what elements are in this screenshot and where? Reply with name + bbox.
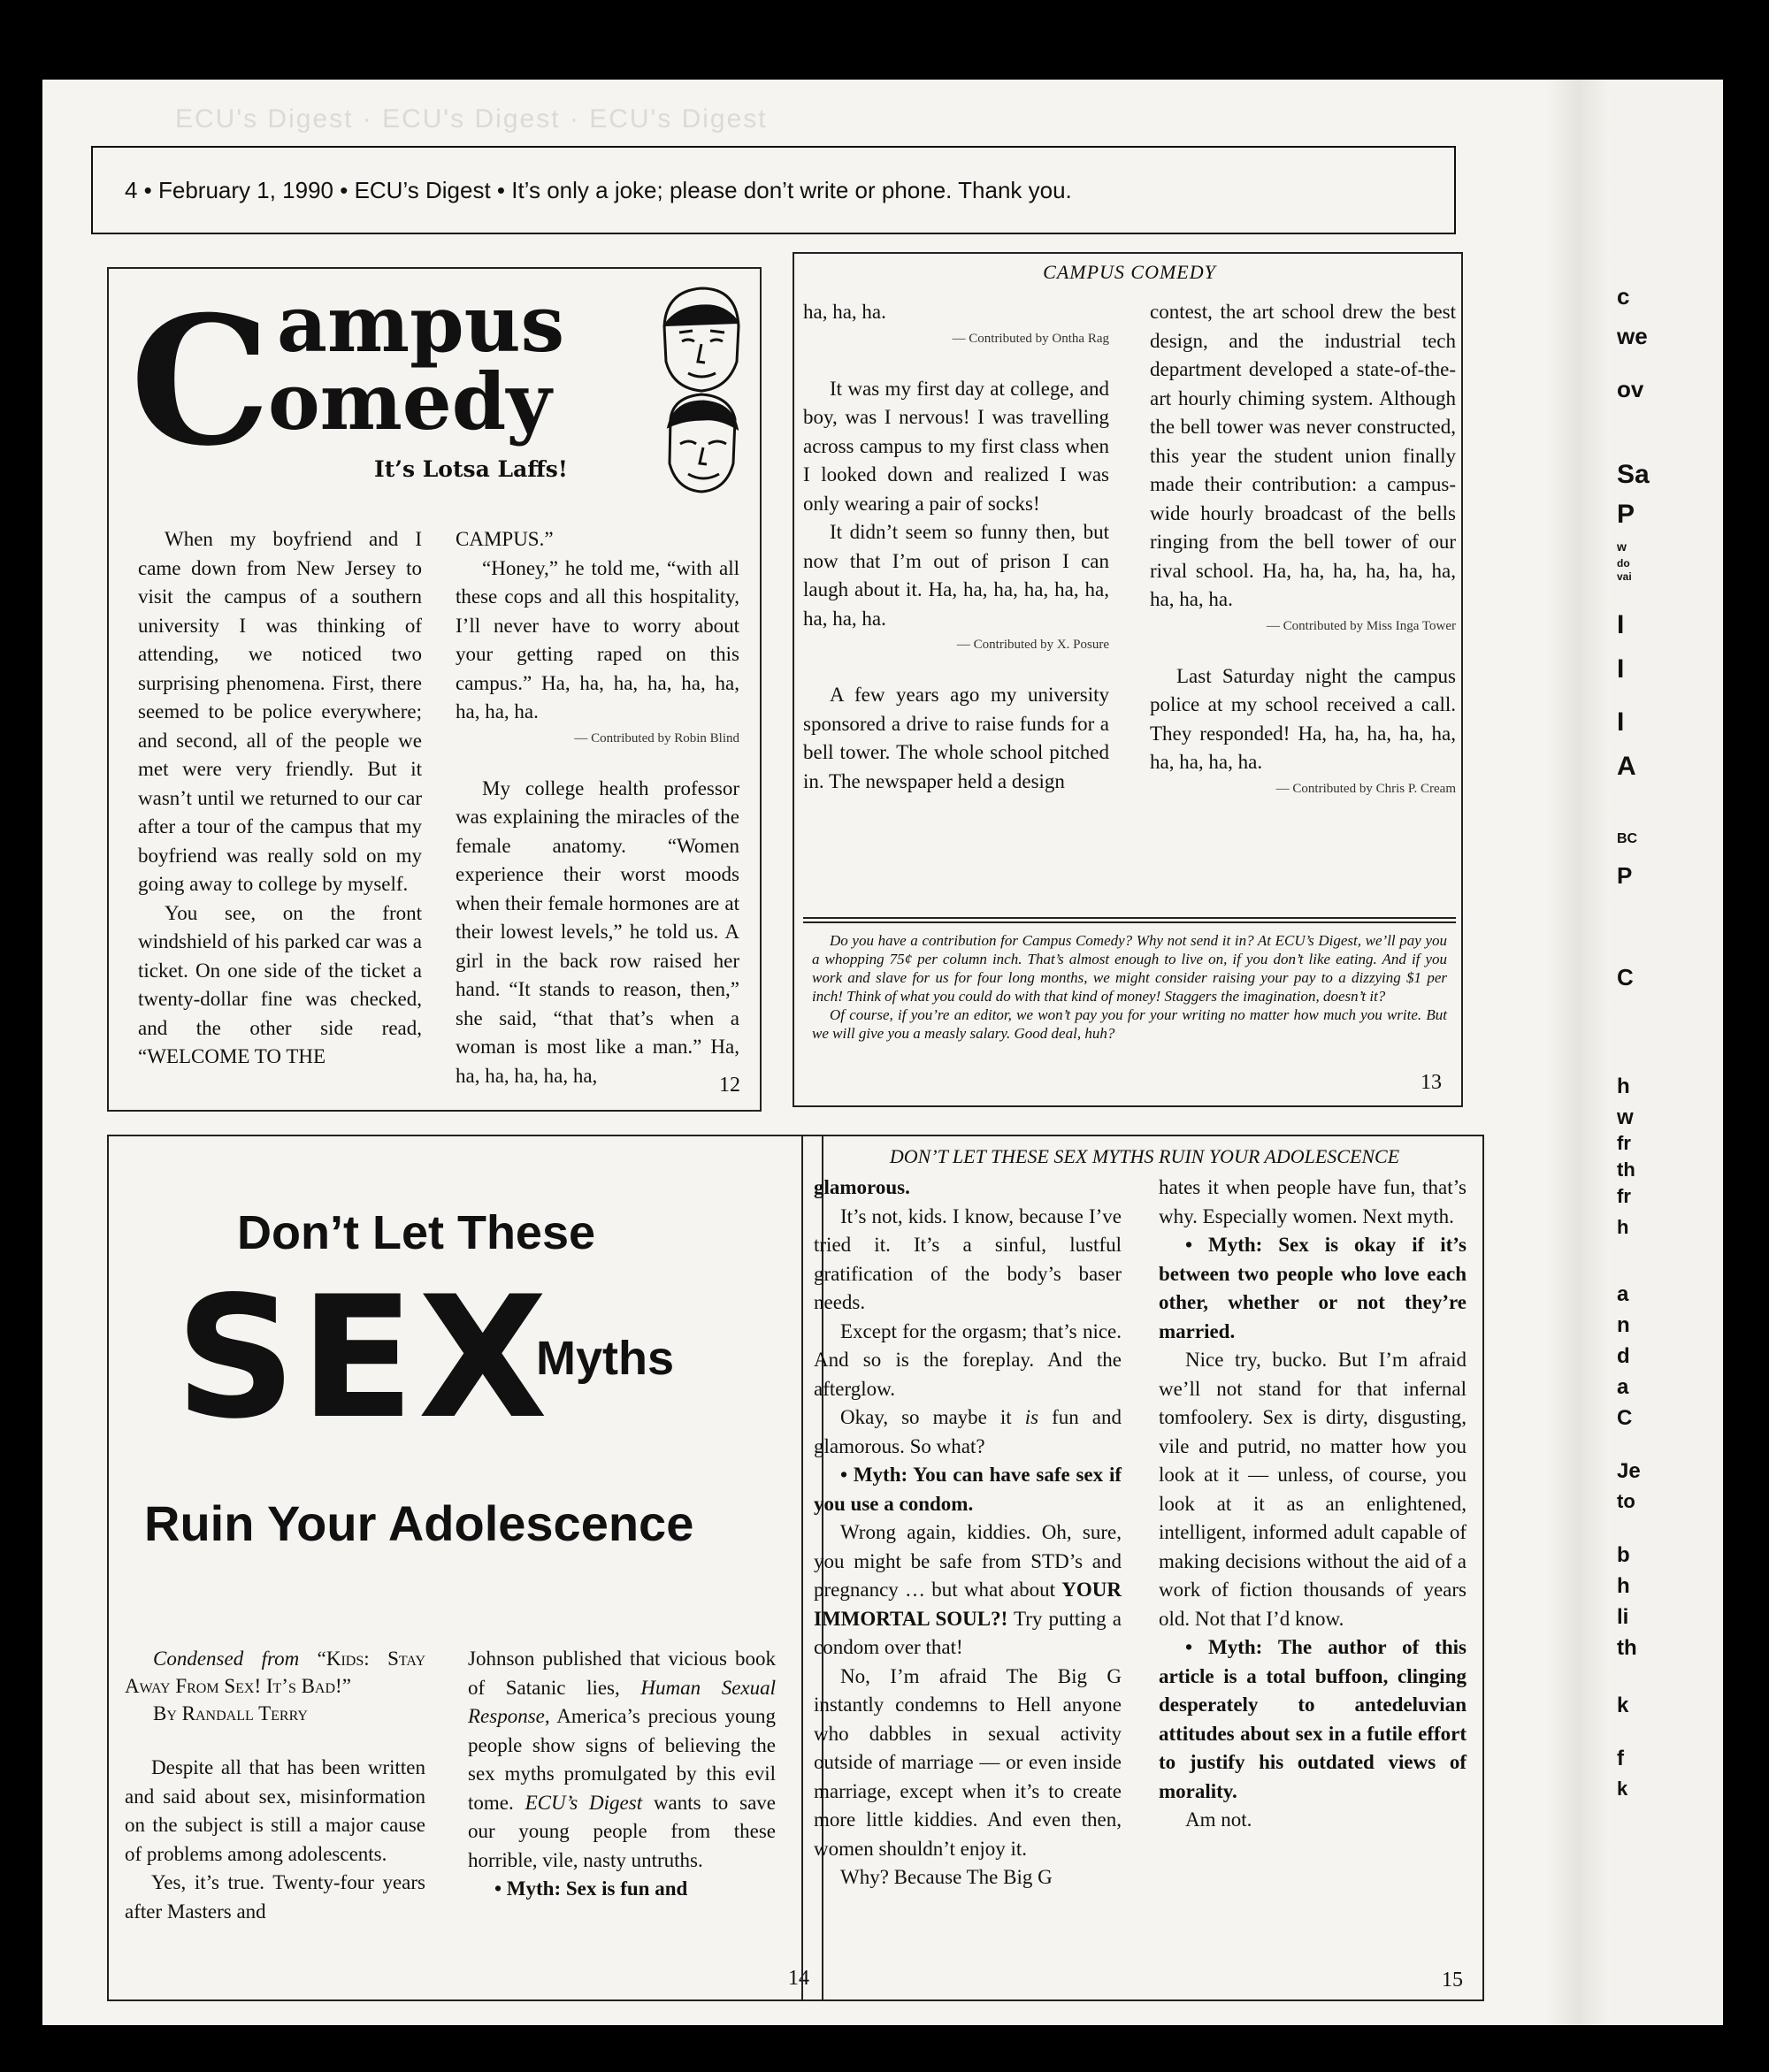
paragraph: It’s not, kids. I know, because I’ve tried it. It’s a sinful, lustful gratification of the body’s baser needs. bbox=[814, 1204, 1122, 1313]
facing-page-word-fragment: fr bbox=[1617, 1132, 1631, 1154]
paragraph: Of course, if you’re an editor, we won’t pay you for your writing no matter how much you write. But we will give you a measly salary. Good deal, huh? bbox=[812, 1006, 1447, 1042]
condensed-label: Condensed from bbox=[153, 1648, 300, 1670]
facing-page-word-fragment: I bbox=[1617, 654, 1625, 684]
text-run: Johnson published that vicious book of Satanic lies, bbox=[468, 1648, 776, 1699]
logo-word-omedy: omedy bbox=[268, 356, 552, 447]
logo-letter-c: C bbox=[130, 278, 272, 486]
myth-continuation: glamorous. bbox=[814, 1176, 910, 1198]
page-number: 14 bbox=[788, 1967, 809, 1990]
condensed-title: “Kids: Stay Away From Sex! It’s Bad!” bbox=[125, 1648, 425, 1697]
campus-comedy-panel bbox=[107, 267, 762, 1112]
page-number: 15 bbox=[1442, 1969, 1463, 1992]
facing-page-word-fragment: do bbox=[1617, 557, 1630, 570]
myth-heading: • Myth: Sex is okay if it’s between two people who love each other, whether or not they’re married. bbox=[1159, 1234, 1467, 1342]
bleed-through-text: ECU's Digest · ECU's Digest · ECU's Digest bbox=[175, 104, 768, 134]
facing-page-word-fragment: A bbox=[1617, 752, 1636, 781]
facing-page-word-fragment: h bbox=[1617, 1216, 1629, 1238]
paragraph: Except for the orgasm; that’s nice. And so is the foreplay. And the afterglow. bbox=[814, 1319, 1122, 1400]
sex-myths-panel bbox=[107, 1135, 823, 2001]
running-head: CAMPUS COMEDY bbox=[1043, 261, 1216, 283]
facing-page-word-fragment: w bbox=[1617, 1105, 1634, 1129]
contributor-credit: — Contributed by Ontha Rag bbox=[952, 331, 1109, 346]
logo-word-ampus: ampus bbox=[277, 278, 565, 370]
facing-page-word-fragment: Je bbox=[1617, 1459, 1641, 1483]
book-title: Human Sexual Response bbox=[468, 1676, 777, 1727]
text-run: fun and glamorous. So what? bbox=[814, 1406, 1122, 1457]
facing-page-word-fragment: b bbox=[1617, 1543, 1630, 1567]
facing-page-word-fragment: ov bbox=[1617, 376, 1644, 402]
facing-page-word-fragment: I bbox=[1617, 707, 1625, 737]
ad-headline-myths: Myths bbox=[536, 1332, 675, 1385]
paragraph bbox=[814, 1403, 1122, 1461]
facing-page-word-fragment: C bbox=[1617, 964, 1634, 990]
facing-page-word-fragment: fr bbox=[1617, 1185, 1631, 1207]
myth-heading: • Myth: The author of this article is a total buffoon, clinging desperately to antedeluvian attitudes about sex in a futile effort to justify his outdated views of morality. bbox=[1159, 1636, 1467, 1802]
running-head: DON’T LET THESE SEX MYTHS RUIN YOUR ADOLESCENCE bbox=[889, 1145, 1400, 1167]
sex-myths-continued-panel bbox=[801, 1135, 1484, 2001]
paragraph: “Honey,” he told me, “with all these cops and all this hospitality, I’ll never have to worry about your getting raped on this campus.” Ha, ha, ha, ha, ha, ha, ha, ha, ha. bbox=[456, 556, 739, 723]
newspaper-page bbox=[42, 80, 1723, 2025]
text-run: Wrong again, kiddies. Oh, sure, you might be safe from STD’s and pregnancy … but what about bbox=[814, 1521, 1122, 1601]
paragraph: It was my first day at college, and boy, was I nervous! I was travelling across campus to my first class when I looked down and realized I was only wearing a pair of socks! bbox=[803, 377, 1109, 515]
myth-heading: • Myth: Sex is fun and bbox=[494, 1877, 688, 1900]
facing-page-word-fragment: to bbox=[1617, 1490, 1635, 1512]
facing-page-word-fragment: f bbox=[1617, 1747, 1624, 1770]
paragraph: Nice try, bucko. But I’m afraid we’ll not stand for that infernal tomfoolery. Sex is dirty, disgusting, vile and putrid, no matter how you look at it — unless, of course, you look at it as an enlightened, intelligent, informed adult capable of making decisions without the aid of a work of fiction thousands of years old. Not that I’d know. bbox=[1159, 1349, 1467, 1630]
page-header: 4 • February 1, 1990 • ECU’s Digest • It’s only a joke; please don’t write or phone. Thank you. bbox=[91, 146, 1456, 234]
emphasis: YOUR IMMORTAL SOUL?! bbox=[814, 1579, 1122, 1630]
page-number: 12 bbox=[719, 1074, 740, 1097]
facing-page-word-fragment: C bbox=[1617, 1406, 1633, 1430]
facing-page-word-fragment: k bbox=[1617, 1778, 1628, 1800]
paragraph: My college health professor was explaining the miracles of the female anatomy. “Women experience their worst moods when their female hormones are at their lowest levels,” he told us. A girl in the back row raised her hand. “It stands to reason, then,” she said, “that that’s when a woman is most like a man.” Ha, ha, ha, ha, ha, ha, bbox=[456, 776, 739, 1087]
page-gutter bbox=[1546, 80, 1612, 2025]
facing-page-word-fragment: P bbox=[1617, 500, 1635, 529]
page-number: 13 bbox=[1421, 1071, 1442, 1094]
paragraph bbox=[814, 1518, 1122, 1663]
facing-page-word-fragment: k bbox=[1617, 1694, 1629, 1717]
paragraph: contest, the art school drew the best design, and the industrial tech department developed a state-of-the-art hourly chiming system. Although the bell tower was never constructed, this year the student union finally made their contribution: a campus-wide hourly broadcast of the bells ringing from the bell tower of our rival school. Ha, ha, ha, ha, ha, ha, ha, ha, ha. bbox=[1150, 301, 1456, 610]
contributor-credit: — Contributed by Robin Blind bbox=[574, 730, 739, 745]
paragraph: CAMPUS.” bbox=[456, 528, 554, 550]
facing-page-word-fragment: li bbox=[1617, 1605, 1629, 1629]
text-run: Try putting a condom over that! bbox=[814, 1607, 1122, 1658]
facing-page-word-fragment: w bbox=[1617, 539, 1627, 554]
facing-page-word-fragment: d bbox=[1617, 1344, 1630, 1368]
facing-page-word-fragment: I bbox=[1617, 610, 1625, 639]
facing-page-word-fragment: a bbox=[1617, 1282, 1629, 1306]
ad-headline-line1: Don’t Let These bbox=[237, 1206, 596, 1259]
paragraph: Last Saturday night the campus police at my school received a call. They responded! Ha, ha, ha, ha, ha, ha, ha, ha, ha. bbox=[1150, 664, 1456, 773]
double-rule bbox=[803, 917, 1456, 923]
facing-page-word-fragment: n bbox=[1617, 1313, 1630, 1337]
paragraph: ha, ha, ha. bbox=[803, 301, 886, 323]
publication-name: ECU’s Digest bbox=[525, 1791, 643, 1814]
paragraph: Despite all that has been written and said about sex, misinformation on the subject is still a major cause of problems among adolescents. bbox=[125, 1756, 425, 1865]
facing-page-fragment bbox=[1612, 80, 1723, 2025]
paragraph: You see, on the front windshield of his parked car was a ticket. On one side of the ticket a twenty-dollar fine was checked, and the other side read, “WELCOME TO THE bbox=[138, 901, 422, 1067]
contributor-credit: — Contributed by Miss Inga Tower bbox=[1266, 618, 1456, 633]
paragraph bbox=[468, 1645, 776, 1875]
facing-page-word-fragment: P bbox=[1617, 862, 1633, 889]
contribution-callout bbox=[812, 931, 1447, 1043]
contributor-credit: — Contributed by X. Posure bbox=[956, 638, 1109, 652]
text-run: , America’s precious young people show signs of believing the sex myths promulgated by this evil tome. bbox=[468, 1705, 776, 1814]
facing-page-word-fragment: vai bbox=[1617, 570, 1632, 583]
paragraph: A few years ago my university sponsored a drive to raise funds for a bell tower. The whole school pitched in. The newspaper held a design bbox=[803, 684, 1109, 792]
source-line bbox=[125, 1645, 425, 1700]
campus-comedy-logo bbox=[109, 269, 762, 516]
paragraph: hates it when people have fun, that’s why. Especially women. Next myth. bbox=[1159, 1176, 1467, 1227]
text-run: Okay, so maybe it bbox=[840, 1406, 1012, 1428]
facing-page-word-fragment: th bbox=[1617, 1636, 1637, 1660]
logo-tagline: It’s Lotsa Laffs! bbox=[374, 456, 568, 482]
campus-comedy-continued-panel bbox=[793, 252, 1463, 1107]
myth-heading: • Myth: You can have safe sex if you use a condom. bbox=[814, 1464, 1122, 1515]
paragraph: Am not. bbox=[1185, 1808, 1252, 1831]
facing-page-word-fragment: we bbox=[1617, 323, 1648, 349]
paragraph: Yes, it’s true. Twenty-four years after Masters and bbox=[125, 1871, 425, 1923]
facing-page-word-fragment: c bbox=[1617, 283, 1630, 310]
cartoon-faces-illustration bbox=[639, 278, 759, 516]
paragraph: When my boyfriend and I came down from New Jersey to visit the campus of a southern university I was thinking of attending, we noticed two surprising phenomena. First, there seemed to be police everywhere; and second, all of the people we met were very friendly. But it wasn’t until we returned to our car after a tour of the campus that my boyfriend was really sold on my going away to college by myself. bbox=[138, 528, 422, 895]
facing-page-word-fragment: Sa bbox=[1617, 460, 1650, 489]
paragraph: Do you have a contribution for Campus Comedy? Why not send it in? At ECU’s Digest, we’ll pay you a whopping 75¢ per column inch. That’s almost enough to live on, if you don’t like eating. And if you work and slave for us for four long months, we might consider raising your pay to a dizzying $1 per inch! Think of what you could do with that kind of money! Staggers the imagination, doesn’t it? bbox=[812, 932, 1447, 1005]
paragraph: No, I’m afraid The Big G instantly condemns to Hell anyone who dabbles in sexual activity outside of marriage — or even inside marriage, except when it’s to create more little kiddies. And even then, women shouldn’t enjoy it. bbox=[814, 1664, 1122, 1860]
contributor-credit: — Contributed by Chris P. Cream bbox=[1275, 781, 1456, 796]
ad-headline-sex: SEX bbox=[175, 1260, 552, 1456]
facing-page-word-fragment: BC bbox=[1617, 831, 1638, 846]
emphasis: is bbox=[1024, 1406, 1039, 1428]
paragraph: It didn’t seem so funny then, but now that I’m out of prison I can laugh about it. Ha, ha, ha, ha, ha, ha, ha, ha, ha. bbox=[803, 521, 1109, 630]
byline: By Randall Terry bbox=[153, 1702, 308, 1724]
facing-page-word-fragment: h bbox=[1617, 1074, 1630, 1098]
text-run: wants to save our young people from these horrible, vile, nasty untruths. bbox=[468, 1791, 777, 1871]
paragraph: Why? Because The Big G bbox=[840, 1866, 1053, 1888]
facing-page-word-fragment: h bbox=[1617, 1574, 1630, 1598]
facing-page-word-fragment: th bbox=[1617, 1158, 1635, 1181]
ad-headline-line3: Ruin Your Adolescence bbox=[144, 1495, 694, 1551]
facing-page-word-fragment: a bbox=[1617, 1375, 1629, 1399]
